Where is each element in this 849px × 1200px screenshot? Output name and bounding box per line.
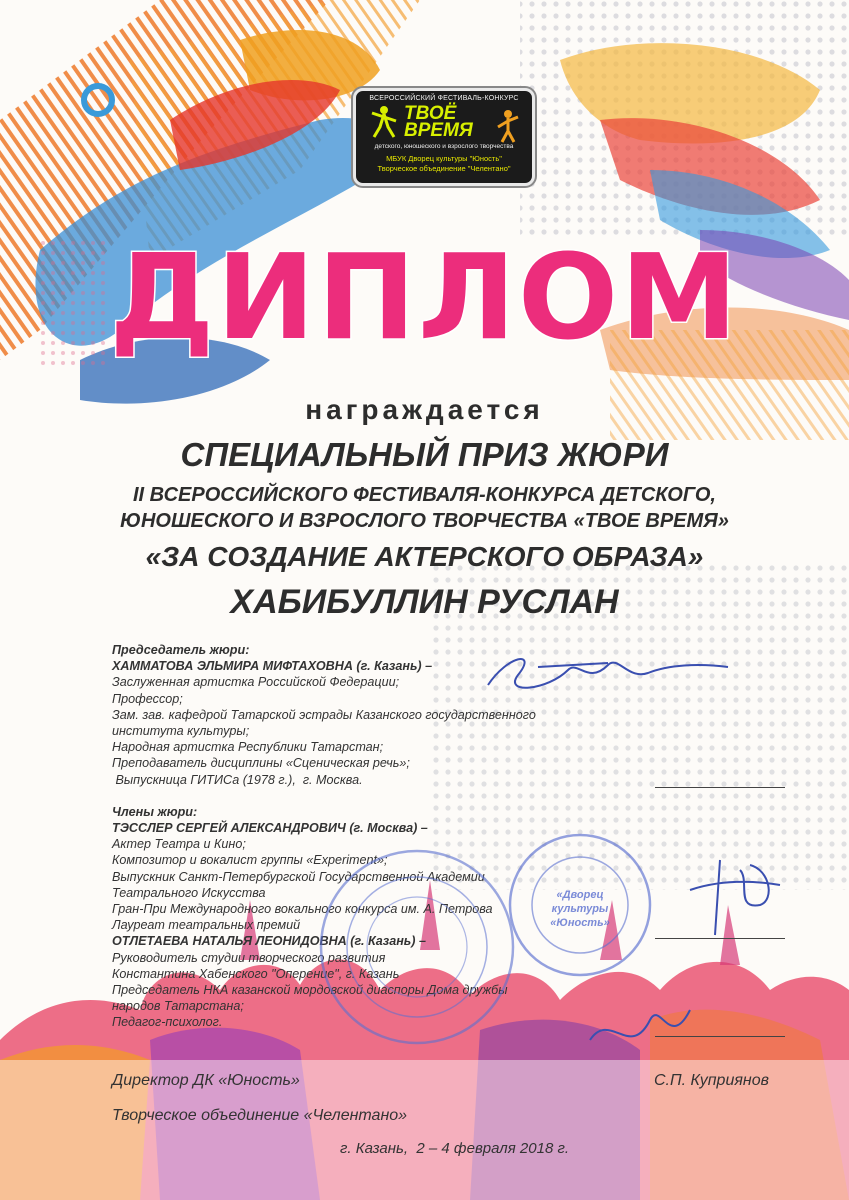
jury-member-1-line: Лауреат театральных премий [112, 918, 301, 933]
jury-member-2-line: народов Татарстана; [112, 999, 244, 1014]
jury-member-1-line: Гран-При Международного вокального конкурса им. А. Петрова [112, 902, 493, 917]
jury-member-1-name: ТЭССЛЕР СЕРГЕЙ АЛЕКСАНДРОВИЧ (г. Москва) – [112, 821, 428, 836]
director-signature [580, 990, 700, 1070]
jury-chair-line: Заслуженная артистка Российской Федерации; [112, 675, 400, 690]
dancer-icon [366, 105, 402, 141]
recipient-name: ХАБИБУЛЛИН РУСЛАН [230, 583, 619, 621]
actor-silhouette-icon [494, 109, 522, 143]
festival-line-1: II ВСЕРОССИЙСКОГО ФЕСТИВАЛЯ-КОНКУРСА ДЕТСКОГО, [132, 484, 716, 506]
director-title: Директор ДК «Юность» [112, 1072, 300, 1089]
logo-subtitle: детского, юношеского и взрослого творчества [374, 143, 514, 150]
festival-name [0, 482, 849, 534]
director-name: С.П. Куприянов [654, 1072, 769, 1089]
place-and-date: г. Казань, 2 – 4 февраля 2018 г. [340, 1140, 570, 1157]
jury-member-1-line: Выпускник Санкт-Петербургской Государственной Академии [112, 869, 485, 884]
awarded-text: награждается [305, 394, 544, 425]
member-signature [680, 850, 790, 940]
jury-member-2-line: Руководитель студии творческого развития [112, 950, 386, 965]
signature-line [655, 787, 785, 788]
jury-members-heading: Члены жюри: [112, 804, 198, 819]
jury-chair-heading: Председатель жюри: [112, 643, 250, 657]
festival-line-2: ЮНОШЕСКОГО И ВЗРОСЛОГО ТВОРЧЕСТВА «ТВОЕ ВРЕМЯ» [120, 510, 729, 532]
jury-chair-name: ХАММАТОВА ЭЛЬМИРА МИФТАХОВНА (г. Казань) – [112, 659, 433, 674]
organization-name: Творческое объединение «Челентано» [112, 1107, 408, 1124]
jury-member-1-line: Театрального Искусства [112, 885, 266, 900]
logo-title [404, 105, 473, 139]
jury-chair-line: Зам. зав. кафедрой Татарской эстрады Казанского государственного [112, 707, 536, 722]
jury-chair-line: Народная артистка Республики Татарстан; [112, 740, 384, 755]
stamp-circle-icon [315, 845, 520, 1050]
festival-logo [353, 88, 535, 186]
stamp-text: «Дворец культуры «Юность» [550, 889, 610, 929]
chair-signature [478, 645, 738, 705]
jury-chair-line: института культуры; [112, 724, 250, 739]
jury-member-2-line: Педагог-психолог. [112, 1015, 223, 1030]
organization-stamp [505, 830, 655, 980]
jury-member-2-line: Председатель НКА казанской мордовской диаспоры Дома дружбы [112, 983, 508, 998]
jury-member-1-line: Композитор и вокалист группы «Experiment»; [112, 853, 388, 868]
logo-title-line-2: ВРЕМЯ [404, 120, 473, 141]
diploma-title: ДИПЛОМ [109, 228, 740, 366]
jury-member-1-line: Актер Театра и Кино; [112, 837, 246, 852]
jury-chair-line: Преподаватель дисциплины «Сценическая речь»; [112, 756, 410, 771]
prize-text: СПЕЦИАЛЬНЫЙ ПРИЗ ЖЮРИ [180, 436, 669, 473]
jury-member-2-name: ОТЛЕТАЕВА НАТАЛЬЯ ЛЕОНИДОВНА (г. Казань) – [112, 934, 426, 949]
jury-member-2-line: Константина Хабенского "Оперение", г. Казань [112, 966, 400, 981]
jury-chair-line: Профессор; [112, 691, 183, 706]
logo-association: Творческое объединение "Челентано" [377, 164, 511, 173]
nomination-text: «ЗА СОЗДАНИЕ АКТЕРСКОГО ОБРАЗА» [145, 541, 704, 572]
official-stamp [315, 845, 520, 1050]
logo-organizer: МБУК Дворец культуры "Юность" [386, 154, 502, 163]
logo-title-line-1: ТВОЁ [404, 103, 457, 124]
jury-chair-line: Выпускница ГИТИСа (1978 г.), г. Москва. [112, 772, 363, 787]
logo-top-text: ВСЕРОССИЙСКИЙ ФЕСТИВАЛЬ-КОНКУРС [369, 95, 519, 102]
